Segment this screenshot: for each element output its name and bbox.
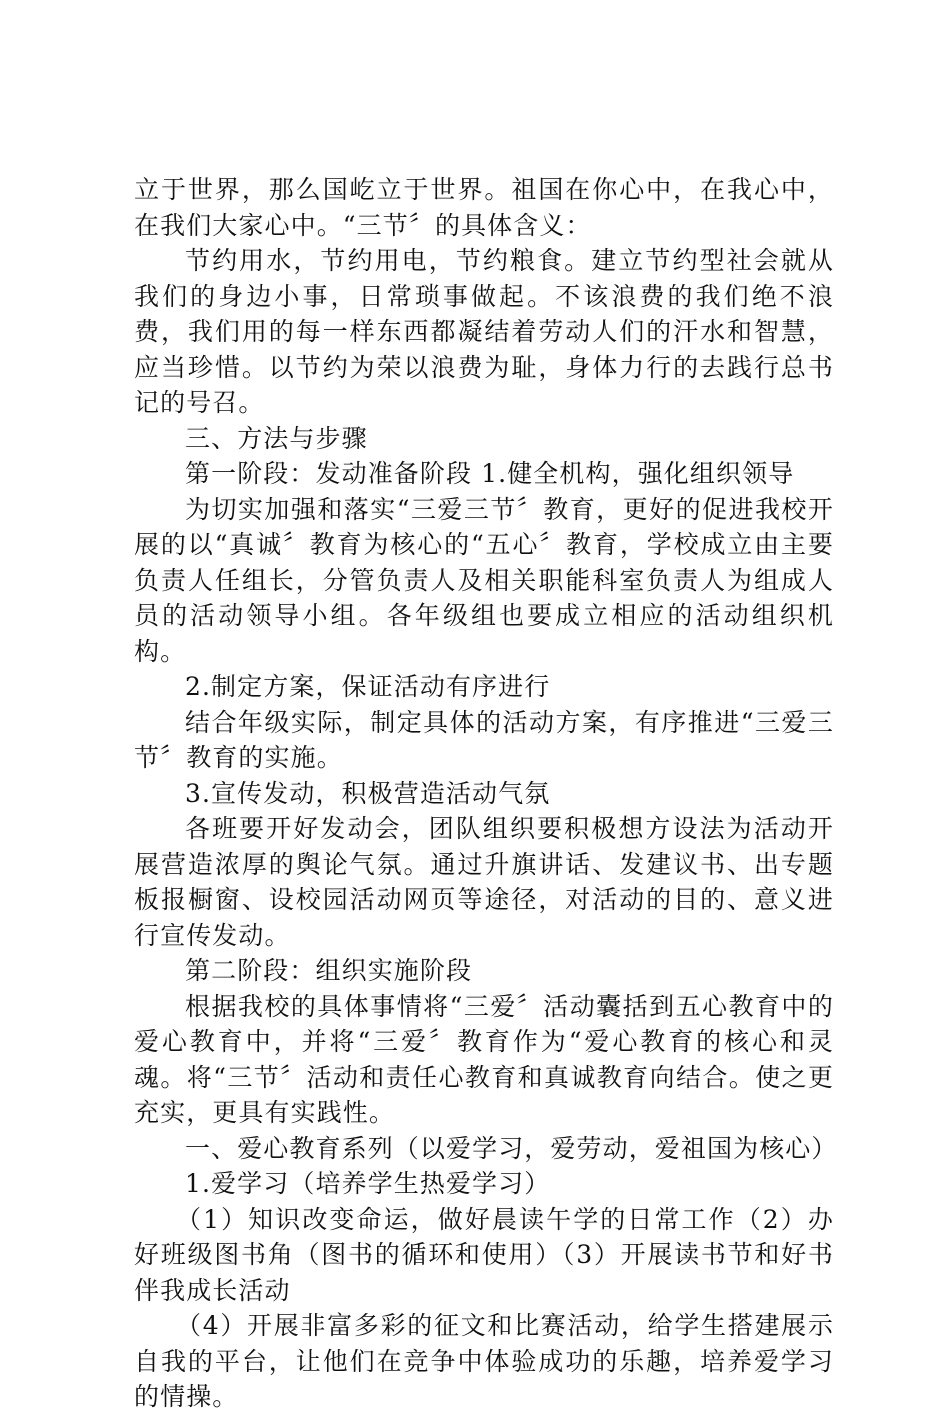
document-body xyxy=(134,172,838,1415)
item-heading-plan: 2.制定方案，保证活动有序进行 xyxy=(185,672,551,701)
section-heading-methods: 三、方法与步骤 xyxy=(185,423,368,453)
paragraph-learning-items: （1）知识改变命运，做好晨读午学的日常工作（2）办好班级图书角（图书的循环和使用）（3）开展读书节和好书伴我成长活动 xyxy=(134,1204,834,1305)
item-heading-publicity: 3.宣传发动，积极营造活动气氛 xyxy=(185,778,551,808)
paragraph-1: 立于世界，那么国屹立于世界。祖国在你心中，在我心中，在我们大家心中。“三节〞的具体含义： xyxy=(134,175,834,240)
paragraph-implementation: 根据我校的具体事情将“三爱〞活动囊括到五心教育中的爱心教育中，并将“三爱〞教育作为“爱心教育的核心和灵魂。将“三节〞活动和责任心教育和真诚教育向结合。使之更充实，更具有实践性。 xyxy=(134,991,834,1127)
stage-two-heading: 第二阶段：组织实施阶段 xyxy=(185,956,473,985)
paragraph-publicity: 各班要开好发动会，团队组织要积极想方设法为活动开展营造浓厚的舆论气氛。通过升旗讲话、发建议书、出专题板报橱窗、设校园活动网页等途径，对活动的目的、意义进行宣传发动。 xyxy=(134,814,834,950)
series-heading-love: 一、爱心教育系列（以爱学习，爱劳动，爱祖国为核心） xyxy=(185,1133,838,1163)
paragraph-learning-activities: （4）开展非富多彩的征文和比赛活动，给学生搭建展示自我的平台，让他们在竞争中体验成功的乐趣，培养爱学习的情操。 xyxy=(134,1311,834,1411)
paragraph-2: 节约用水，节约用电，节约粮食。建立节约型社会就从我们的身边小事，日常琐事做起。不该浪费的我们绝不浪费，我们用的每一样东西都凝结着劳动人们的汗水和智慧，应当珍惜。以节约为荣以浪费为耻，身体力行的去践行总书记的号召。 xyxy=(134,246,834,417)
item-heading-love-learning: 1.爱学习（培养学生热爱学习） xyxy=(185,1169,551,1198)
stage-one-heading: 第一阶段：发动准备阶段 1.健全机构，强化组织领导 xyxy=(185,459,795,488)
paragraph-organization: 为切实加强和落实“三爱三节〞教育，更好的促进我校开展的以“真诚〞教育为核心的“五心〞教育，学校成立由主要负责人任组长，分管负责人及相关职能科室负责人为组成人员的活动领导小组。各年级组也要成立相应的活动组织机构。 xyxy=(134,494,834,666)
paragraph-plan: 结合年级实际，制定具体的活动方案，有序推进“三爱三节〞教育的实施。 xyxy=(134,707,834,772)
